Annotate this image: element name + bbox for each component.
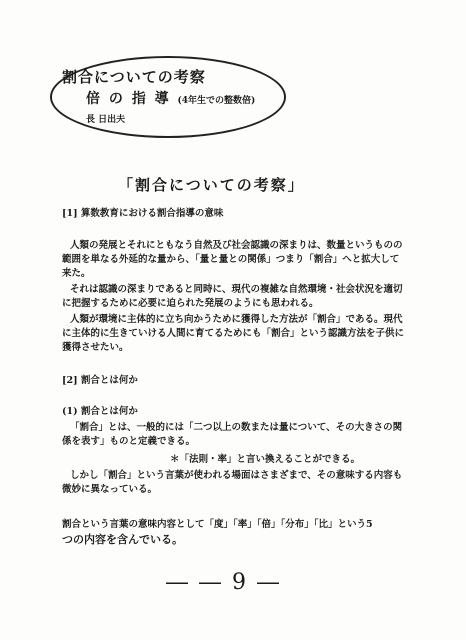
page-number: ― ― 9 ― [166,570,281,595]
paragraph-1-line-3: 来た。 [62,268,91,279]
paragraph-2-line-1: それは認識の深まりであると同時に、現代の複雑な自然環境・社会状況を適切 [70,284,403,295]
paragraph-3-line-3: 獲得させたい。 [62,342,129,353]
title-line-1: 割合についての考察 [62,68,206,86]
title-line-2 [86,88,255,108]
subsection-1-heading: (1) 割合とは何か [62,406,138,417]
definition-line-3: しかし「割合」という言葉が使われる場面はさまざまで、その意味する内容も [70,470,403,481]
title-subtitle: (4年生での整数倍) [177,96,256,106]
section-2-heading: [2] 割合とは何か [62,375,138,386]
section-1-heading: [1] 算数教育における割合指導の意味 [62,208,224,219]
definition-line-2: 係を表す」ものと定義できる。 [62,436,196,447]
definition-line-4: 微妙に異なっている。 [62,484,158,495]
paragraph-2-line-2: に把握するために必要に迫られた発展のようにも思われる。 [62,298,319,309]
paragraph-3-line-1: 人類が環境に主体的に立ち向かうために獲得した方法が「割合」である。現代 [70,314,403,325]
definition-note: ＊「法則・率」と言い換えることができる。 [170,454,361,465]
section-heading: 「割合についての考察」 [118,176,305,194]
content-line-1: 割合という言葉の意味内容として「度」「率」「倍」「分布」「比」という5 [62,519,373,530]
author-name: 長 日出夫 [86,115,126,125]
title-main: 倍 の 指 導 [86,91,171,107]
definition-line-1: 「割合」とは、一般的には「二つ以上の数または量について、その大きさの関 [70,422,403,433]
paragraph-1-line-1: 人類の発展とそれにともなう自然及び社会認識の深まりは、数量というものの [70,240,403,251]
paragraph-3-line-2: に主体的に生きていける人間に育てるためにも「割合」という認識方法を子供に [62,328,405,339]
paragraph-1-line-2: 範囲を単なる外延的な量から、「量と量との関係」つまり「割合」へと拡大して [62,254,400,265]
content-line-2: つの内容を含んでいる。 [62,533,183,546]
